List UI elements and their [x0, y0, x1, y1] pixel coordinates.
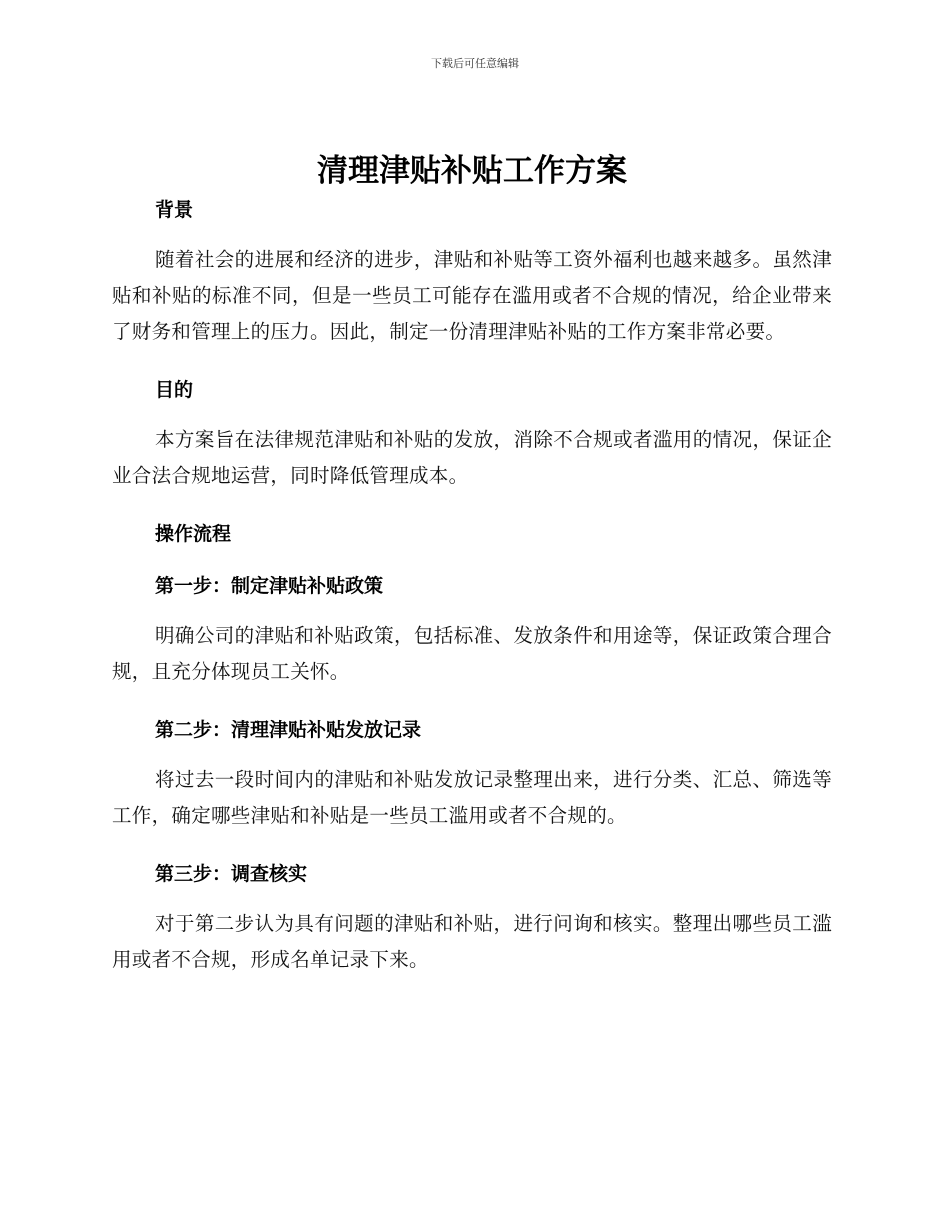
section-heading-process: 操作流程 — [155, 523, 232, 545]
step-heading-3: 第三步：调查核实 — [155, 863, 308, 885]
page-header-note: 下载后可任意编辑 — [431, 57, 519, 70]
section-heading-background: 背景 — [155, 199, 194, 221]
step-heading-1: 第一步：制定津贴补贴政策 — [155, 575, 384, 597]
step-text-3: 对于第二步认为具有问题的津贴和补贴，进行问询和核实。整理出哪些员工滥用或者不合规，形成名单记录下来。 — [112, 912, 832, 971]
step-text-1: 明确公司的津贴和补贴政策，包括标准、发放条件和用途等，保证政策合理合规，且充分体现员工关怀。 — [112, 624, 832, 683]
step-text-2: 将过去一段时间内的津贴和补贴发放记录整理出来，进行分类、汇总、筛选等工作，确定哪些津贴和补贴是一些员工滥用或者不合规的。 — [112, 768, 832, 827]
document-body — [112, 148, 832, 978]
step-heading-2: 第二步：清理津贴补贴发放记录 — [155, 719, 422, 741]
document-title: 清理津贴补贴工作方案 — [317, 153, 627, 189]
section-text-background: 随着社会的进展和经济的进步，津贴和补贴等工资外福利也越来越多。虽然津贴和补贴的标准不同，但是一些员工可能存在滥用或者不合规的情况，给企业带来了财务和管理上的压力。因此，制定一份清理津贴补贴的工作方案非常必要。 — [112, 248, 832, 343]
section-text-purpose: 本方案旨在法律规范津贴和补贴的发放，消除不合规或者滥用的情况，保证企业合法合规地运营，同时降低管理成本。 — [112, 428, 832, 487]
section-heading-purpose: 目的 — [155, 379, 194, 401]
